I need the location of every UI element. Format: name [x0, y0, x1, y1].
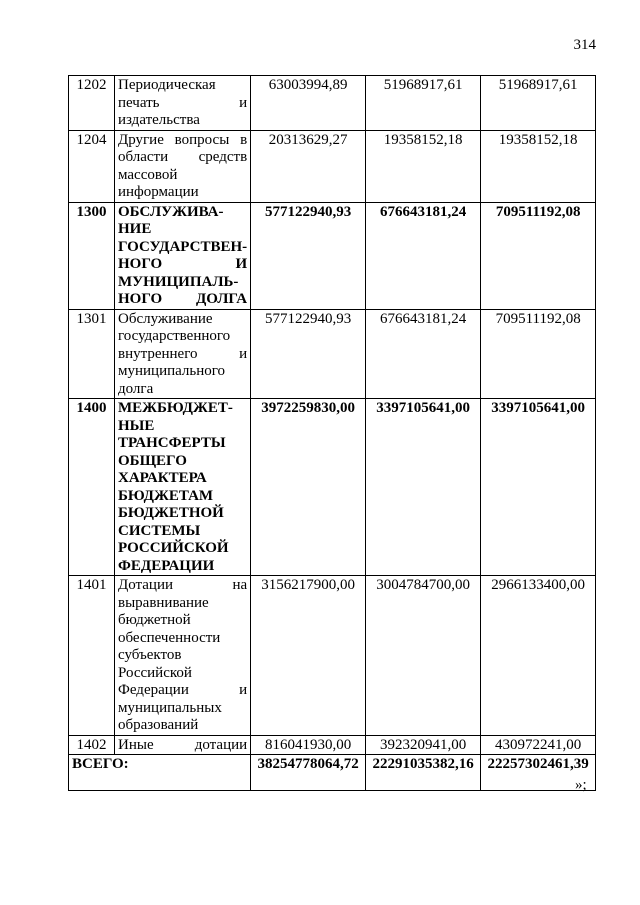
row-value-3: 709511192,08: [481, 309, 596, 399]
row-name-line: бюджетной: [118, 612, 191, 628]
row-name-line: БЮДЖЕТНОЙ: [118, 505, 224, 521]
row-code: 1401: [69, 576, 115, 736]
table-row: [69, 309, 596, 399]
table-row: [69, 735, 596, 755]
row-name-line: массовой: [118, 166, 178, 183]
row-value-2: 3004784700,00: [366, 576, 481, 736]
row-code: 1402: [69, 735, 115, 755]
total-value-2: 22291035382,16: [366, 755, 481, 791]
row-value-1: 577122940,93: [251, 202, 366, 309]
page-number: 314: [573, 37, 596, 53]
row-name-line: печать и: [118, 94, 248, 111]
row-name-line: издательства: [118, 112, 200, 128]
row-name-line: долга: [118, 380, 154, 397]
closing-quote: »;: [575, 777, 587, 793]
row-name-line: обеспеченности: [118, 629, 221, 646]
row-value-1: 577122940,93: [251, 309, 366, 399]
table-row: [69, 202, 596, 309]
table-row: [69, 576, 596, 736]
row-name-line: БЮДЖЕТАМ: [118, 487, 214, 504]
row-name-line: Обслуживание: [118, 310, 213, 327]
row-value-2: 676643181,24: [366, 202, 481, 309]
row-name-line: Другие вопросы в: [118, 131, 248, 148]
row-name-line: НОГО ДОЛГА: [118, 291, 248, 307]
row-name: [115, 399, 251, 576]
row-name-line: Федерации и: [118, 682, 248, 698]
row-name-line: СИСТЕМЫ: [118, 522, 201, 539]
table-row: [69, 130, 596, 202]
row-value-3: 51968917,61: [481, 76, 596, 131]
row-value-3: 2966133400,00: [481, 576, 596, 736]
row-value-3: 430972241,00: [481, 735, 596, 755]
row-code: 1204: [69, 130, 115, 202]
row-code: 1300: [69, 202, 115, 309]
total-row: [69, 755, 596, 791]
row-name-line: ГОСУДАРСТВЕН-: [118, 238, 248, 255]
row-value-2: 392320941,00: [366, 735, 481, 755]
row-code: 1202: [69, 76, 115, 131]
total-value-1: 38254778064,72: [251, 755, 366, 791]
row-code: 1400: [69, 399, 115, 576]
row-name: [115, 130, 251, 202]
row-name-line: НЫЕ: [118, 417, 155, 434]
row-name: [115, 576, 251, 736]
row-value-3: 19358152,18: [481, 130, 596, 202]
row-name-line: внутреннего и: [118, 345, 248, 362]
row-name-line: области средств: [118, 149, 248, 165]
total-label: ВСЕГО:: [69, 755, 251, 791]
row-value-2: 51968917,61: [366, 76, 481, 131]
row-name: [115, 202, 251, 309]
row-value-1: 3156217900,00: [251, 576, 366, 736]
row-name-line: Дотации на: [118, 577, 248, 593]
row-name-line: ХАРАКТЕРА: [118, 470, 207, 486]
row-name-line: МУНИЦИПАЛЬ-: [118, 273, 239, 290]
row-name-line: МЕЖБЮДЖЕТ-: [118, 400, 233, 416]
row-name-line: НИЕ: [118, 221, 152, 237]
row-name-line: ОБСЛУЖИВА-: [118, 203, 224, 220]
row-value-2: 676643181,24: [366, 309, 481, 399]
row-value-3: 709511192,08: [481, 202, 596, 309]
row-value-1: 816041930,00: [251, 735, 366, 755]
row-name-line: выравнивание: [118, 594, 209, 611]
total-value-3: 22257302461,39: [481, 755, 596, 791]
row-code: 1301: [69, 309, 115, 399]
table-row: [69, 399, 596, 576]
row-name-line: ФЕДЕРАЦИИ: [118, 557, 215, 574]
row-name-line: муниципальных: [118, 699, 222, 716]
row-name: [115, 735, 251, 755]
row-value-1: 3972259830,00: [251, 399, 366, 576]
row-value-2: 19358152,18: [366, 130, 481, 202]
row-name-line: ТРАНСФЕРТЫ: [118, 435, 226, 451]
row-name-line: НОГО И: [118, 256, 248, 272]
row-name-line: РОССИЙСКОЙ: [118, 540, 229, 556]
row-value-2: 3397105641,00: [366, 399, 481, 576]
row-value-3: 3397105641,00: [481, 399, 596, 576]
row-name-line: образований: [118, 717, 199, 733]
row-name: [115, 309, 251, 399]
budget-table: [68, 75, 596, 791]
row-value-1: 20313629,27: [251, 130, 366, 202]
row-name-line: субъектов: [118, 647, 182, 663]
row-name: [115, 76, 251, 131]
table-row: [69, 76, 596, 131]
row-name-line: Российской: [118, 664, 192, 681]
row-name-line: государственного: [118, 328, 231, 344]
row-name-line: муниципального: [118, 363, 226, 379]
row-value-1: 63003994,89: [251, 76, 366, 131]
row-name-line: информации: [118, 184, 199, 200]
row-name-line: Периодическая: [118, 77, 216, 93]
row-name-line: Иные дотации: [118, 736, 248, 753]
row-name-line: ОБЩЕГО: [118, 452, 187, 469]
